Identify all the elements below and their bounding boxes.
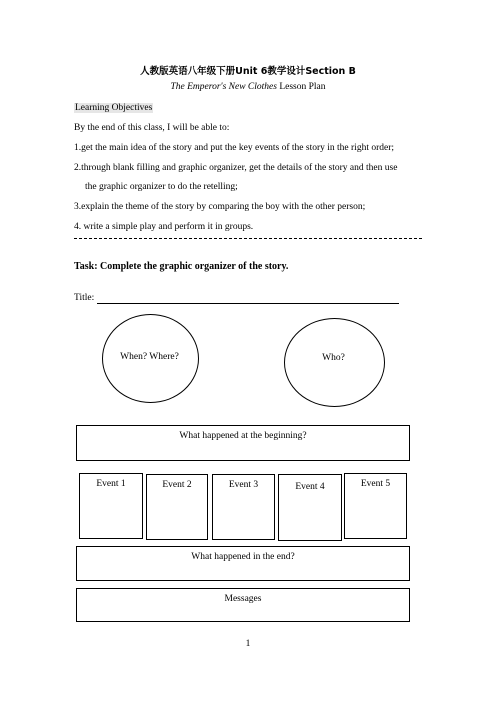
story-title: The Emperor's New Clothes bbox=[170, 82, 277, 92]
objective-item-2: 2.through blank filling and graphic organizer, get the details of the story and then use bbox=[74, 163, 398, 173]
objectives-heading: Learning Objectives bbox=[75, 103, 153, 113]
event-box-2[interactable] bbox=[146, 474, 208, 540]
messages-label: Messages bbox=[224, 594, 262, 604]
end-box[interactable] bbox=[76, 546, 410, 581]
event-label-5: Event 5 bbox=[360, 479, 391, 489]
objectives-intro: By the end of this class, I will be able to: bbox=[74, 123, 230, 133]
end-label: What happened in the end? bbox=[191, 552, 295, 562]
objective-item-1: 1.get the main idea of the story and put the key events of the story in the right order; bbox=[74, 143, 395, 153]
title-answer-line[interactable] bbox=[97, 303, 399, 304]
dashed-divider bbox=[74, 238, 422, 239]
event-label-2: Event 2 bbox=[162, 480, 192, 490]
page-number: 1 bbox=[245, 639, 251, 649]
objective-item-2-cont: the graphic organizer to do the retelling; bbox=[85, 182, 238, 192]
when-where-label: When? Where? bbox=[120, 352, 179, 362]
document-title: 人教版英语八年级下册Unit 6教学设计Section B bbox=[140, 66, 356, 77]
event-box-5[interactable] bbox=[344, 473, 407, 539]
beginning-label: What happened at the beginning? bbox=[179, 431, 307, 441]
event-label-4: Event 4 bbox=[295, 482, 325, 492]
objective-item-4: 4. write a simple play and perform it in groups. bbox=[74, 222, 254, 232]
beginning-box[interactable] bbox=[76, 425, 410, 461]
messages-box[interactable] bbox=[76, 588, 410, 622]
task-heading: Task: Complete the graphic organizer of the story. bbox=[74, 261, 289, 272]
document-subtitle bbox=[0, 82, 496, 92]
objective-item-3: 3.explain the theme of the story by comparing the boy with the other person; bbox=[74, 202, 366, 212]
title-label: Title: bbox=[74, 293, 95, 303]
event-label-3: Event 3 bbox=[228, 480, 259, 490]
event-box-3[interactable] bbox=[212, 474, 275, 540]
event-box-1[interactable] bbox=[79, 473, 143, 539]
event-box-4[interactable] bbox=[278, 474, 342, 541]
who-label: Who? bbox=[322, 353, 345, 363]
subtitle-suffix: Lesson Plan bbox=[276, 82, 326, 92]
event-label-1: Event 1 bbox=[96, 479, 126, 489]
